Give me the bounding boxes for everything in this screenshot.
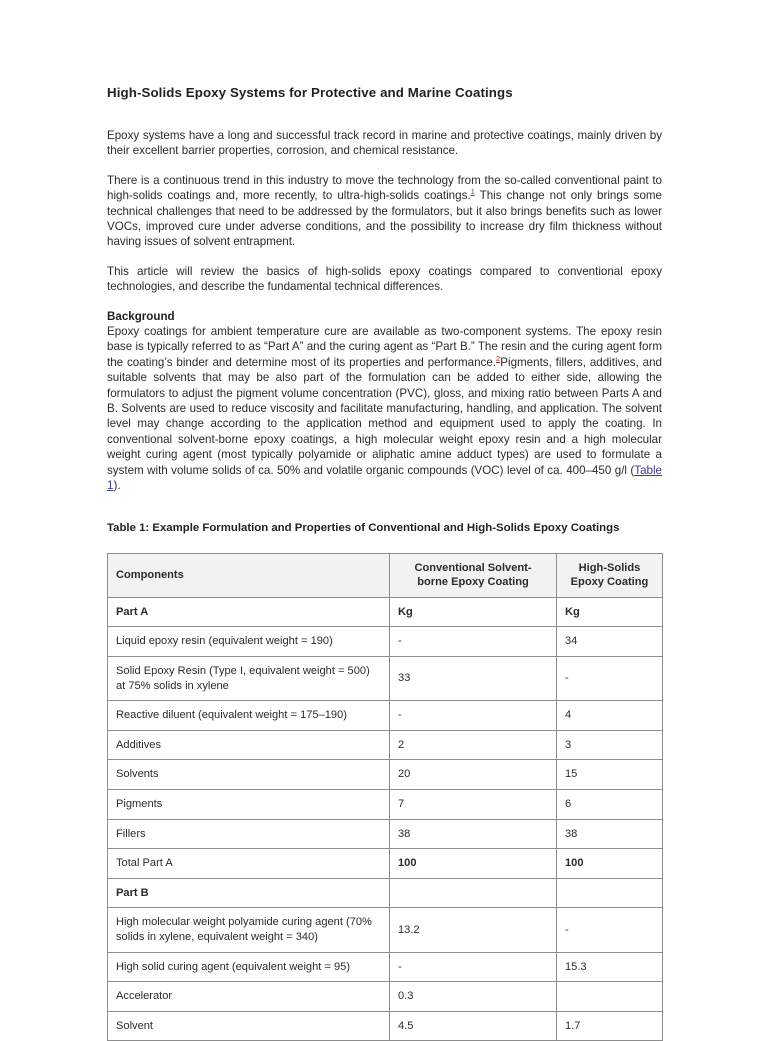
- table-row: [108, 597, 663, 627]
- table-row: [108, 760, 663, 790]
- paragraph-trend: [107, 173, 662, 250]
- reference-marker-2[interactable]: 2: [496, 353, 501, 363]
- table-cell-component: Part A: [108, 597, 390, 627]
- column-header-highsolids: [557, 553, 663, 597]
- table-cell-component: Total Part A: [108, 849, 390, 879]
- paragraph-article-scope-text: This article will review the basics of high-solids epoxy coatings compared to conventional epoxy technologies, and describe the fundamental technical differences.: [107, 264, 662, 294]
- table-row: [108, 657, 663, 701]
- table-cell-highsolids: 38: [557, 819, 663, 849]
- paragraph-trend-text-part1: There is a continuous trend in this industry to move the technology from the so-called conventional paint to high-solids coatings and, more recently, to ultra-high-solids coatings.: [107, 173, 662, 203]
- table-cell-highsolids: 6: [557, 790, 663, 820]
- column-header-highsolids-line2: Epoxy Coating: [570, 576, 649, 589]
- table-cell-component: Additives: [108, 730, 390, 760]
- table-cell-highsolids: 34: [557, 627, 663, 657]
- table-cell-highsolids: [557, 878, 663, 908]
- table-cell-conventional: 100: [390, 849, 557, 879]
- table-cell-component: Pigments: [108, 790, 390, 820]
- table-cell-conventional: 33: [390, 657, 557, 701]
- table-cell-highsolids: 3: [557, 730, 663, 760]
- table-caption: Table 1: Example Formulation and Properties of Conventional and High-Solids Epoxy Coatings: [107, 522, 620, 535]
- table-cell-conventional: 20: [390, 760, 557, 790]
- table-cell-conventional: -: [390, 952, 557, 982]
- table-header-row: [108, 553, 663, 597]
- paragraph-background-text-part1: Epoxy coatings for ambient temperature cure are available as two-component systems. The epoxy resin base is typically referred to as “Part A” and the curing agent as “Part B.” The resin and the curing agent form the coating’s binder and determine most of its properties and performance.: [107, 325, 662, 369]
- table-head: [108, 553, 663, 597]
- formulation-table: [107, 553, 663, 1041]
- table-cell-conventional: -: [390, 627, 557, 657]
- column-header-highsolids-line1: High-Solids: [578, 561, 641, 574]
- paragraph-background: [107, 324, 662, 493]
- table-row: [108, 849, 663, 879]
- reference-marker-1[interactable]: 1: [470, 187, 475, 197]
- table-body: [108, 597, 663, 1041]
- section-heading-background: Background: [107, 309, 175, 323]
- page-title: High-Solids Epoxy Systems for Protective and Marine Coatings: [107, 85, 513, 100]
- table-cell-component: Fillers: [108, 819, 390, 849]
- document-content: [107, 84, 662, 1041]
- table-cell-highsolids: [557, 982, 663, 1012]
- table-cell-highsolids: Kg: [557, 597, 663, 627]
- table-cell-highsolids: -: [557, 657, 663, 701]
- table-row: [108, 819, 663, 849]
- paragraph-background-text-part2: Pigments, fillers, additives, and suitable solvents that may be also part of the formulation can be added to either side, allowing the formulators to adjust the pigment volume concentration (PVC), gloss, and mixing ratio between Parts A and B. Solvents are used to reduce viscosity and facilitate manufacturing, handling, and application. The solvent level may change according to the application method and equipment used to apply the coating. In conventional solvent-borne epoxy coatings, a high molecular weight epoxy resin and a high molecular weight curing agent (most typically polyamide or aliphatic amine adduct types) are used to formulate a system with volume solids of ca. 50% and volatile organic compounds (VOC) level of ca. 400–450 g/l (: [107, 355, 663, 477]
- table-row: [108, 730, 663, 760]
- table-cell-conventional: Kg: [390, 597, 557, 627]
- table-cell-highsolids: 4: [557, 701, 663, 731]
- table-row: [108, 952, 663, 982]
- column-header-components: Components: [108, 553, 390, 597]
- table-cell-conventional: 4.5: [390, 1011, 557, 1041]
- column-header-conventional: [390, 553, 557, 597]
- table-cell-component: Solvents: [108, 760, 390, 790]
- table-row: [108, 1011, 663, 1041]
- table-row: [108, 627, 663, 657]
- table-cell-component: High molecular weight polyamide curing agent (70% solids in xylene, equivalent weight = 340): [108, 908, 390, 952]
- paragraph-intro: [107, 128, 662, 159]
- column-header-conventional-line1: Conventional Solvent-: [414, 561, 532, 574]
- paragraph-intro-text: Epoxy systems have a long and successful track record in marine and protective coatings, mainly driven by their excellent barrier properties, corrosion, and chemical resistance.: [107, 128, 662, 158]
- column-header-conventional-line2: borne Epoxy Coating: [417, 576, 529, 589]
- table-row: [108, 878, 663, 908]
- table-cell-conventional: 13.2: [390, 908, 557, 952]
- paragraph-background-text-tail: ).: [113, 479, 121, 493]
- table-cell-highsolids: 1.7: [557, 1011, 663, 1041]
- table-cell-conventional: -: [390, 701, 557, 731]
- table-row: [108, 908, 663, 952]
- table-cell-conventional: 38: [390, 819, 557, 849]
- paragraph-article-scope: [107, 264, 662, 295]
- table-cell-component: Liquid epoxy resin (equivalent weight = 190): [108, 627, 390, 657]
- table-cell-highsolids: 15.3: [557, 952, 663, 982]
- table-cell-conventional: 0.3: [390, 982, 557, 1012]
- table-cell-highsolids: -: [557, 908, 663, 952]
- table-cell-conventional: 7: [390, 790, 557, 820]
- table-cell-conventional: 2: [390, 730, 557, 760]
- table-cell-component: Reactive diluent (equivalent weight = 175–190): [108, 701, 390, 731]
- table-row: [108, 701, 663, 731]
- table-cell-component: Solvent: [108, 1011, 390, 1041]
- table-cell-conventional: [390, 878, 557, 908]
- paragraph-trend-text-part2: This change not only brings some technical challenges that need to be addressed by the formulators, but it also brings benefits such as lower VOCs, improved cure under adverse conditions, and the possibility to increase dry film thickness without having issues of solvent entrapment.: [107, 189, 662, 249]
- table-cell-component: Solid Epoxy Resin (Type I, equivalent weight = 500) at 75% solids in xylene: [108, 657, 390, 701]
- table-cell-component: High solid curing agent (equivalent weight = 95): [108, 952, 390, 982]
- table-cell-highsolids: 15: [557, 760, 663, 790]
- table-row: [108, 790, 663, 820]
- table-cell-component: Part B: [108, 878, 390, 908]
- table-cell-highsolids: 100: [557, 849, 663, 879]
- table-1-link[interactable]: Table 1: [107, 463, 662, 493]
- table-cell-component: Accelerator: [108, 982, 390, 1012]
- table-row: [108, 982, 663, 1012]
